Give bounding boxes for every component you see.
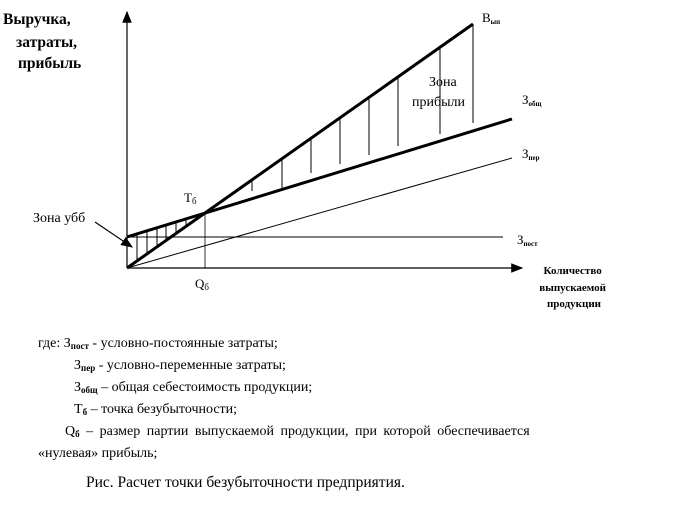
legend <box>38 334 618 464</box>
variable-costs-label: Зпер <box>522 146 540 162</box>
x-axis-label: Количество выпускаемой продукции <box>539 265 606 310</box>
y-axis-label: Выручка, затраты, прибыль <box>3 11 82 72</box>
total-costs-label: Зобщ <box>522 92 542 108</box>
figure-caption: Рис. Расчет точки безубыточности предприятия. <box>86 474 405 491</box>
legend-line-quantity: $Q_б$ – размер партии выпускаемой продукции, при которой обеспечивается <box>65 424 530 439</box>
legend-line-fixed: где: $З_{пост}$ - условно-постоянные затраты; <box>38 336 278 351</box>
fixed-costs-label: Зпост <box>517 232 538 248</box>
total-costs-line <box>127 119 512 237</box>
legend-line-variable: $З_{пер}$ - условно-переменные затраты; <box>74 358 286 373</box>
profit-zone-label: Зона прибыли <box>412 75 465 110</box>
revenue-line-label: Вып <box>482 10 501 26</box>
loss-zone-label: Зона убб <box>33 211 86 226</box>
variable-costs-line <box>127 158 512 268</box>
legend-line-point: $Т_б$ – точка безубыточности; <box>74 402 238 417</box>
breakeven-point-label: Тб <box>184 190 197 206</box>
legend-line-total: $З_{общ}$ – общая себестоимость продукции; <box>74 380 313 395</box>
breakeven-quantity-label: Qб <box>195 276 209 292</box>
legend-line-zero-profit: «нулевая» прибыль; <box>38 446 158 461</box>
